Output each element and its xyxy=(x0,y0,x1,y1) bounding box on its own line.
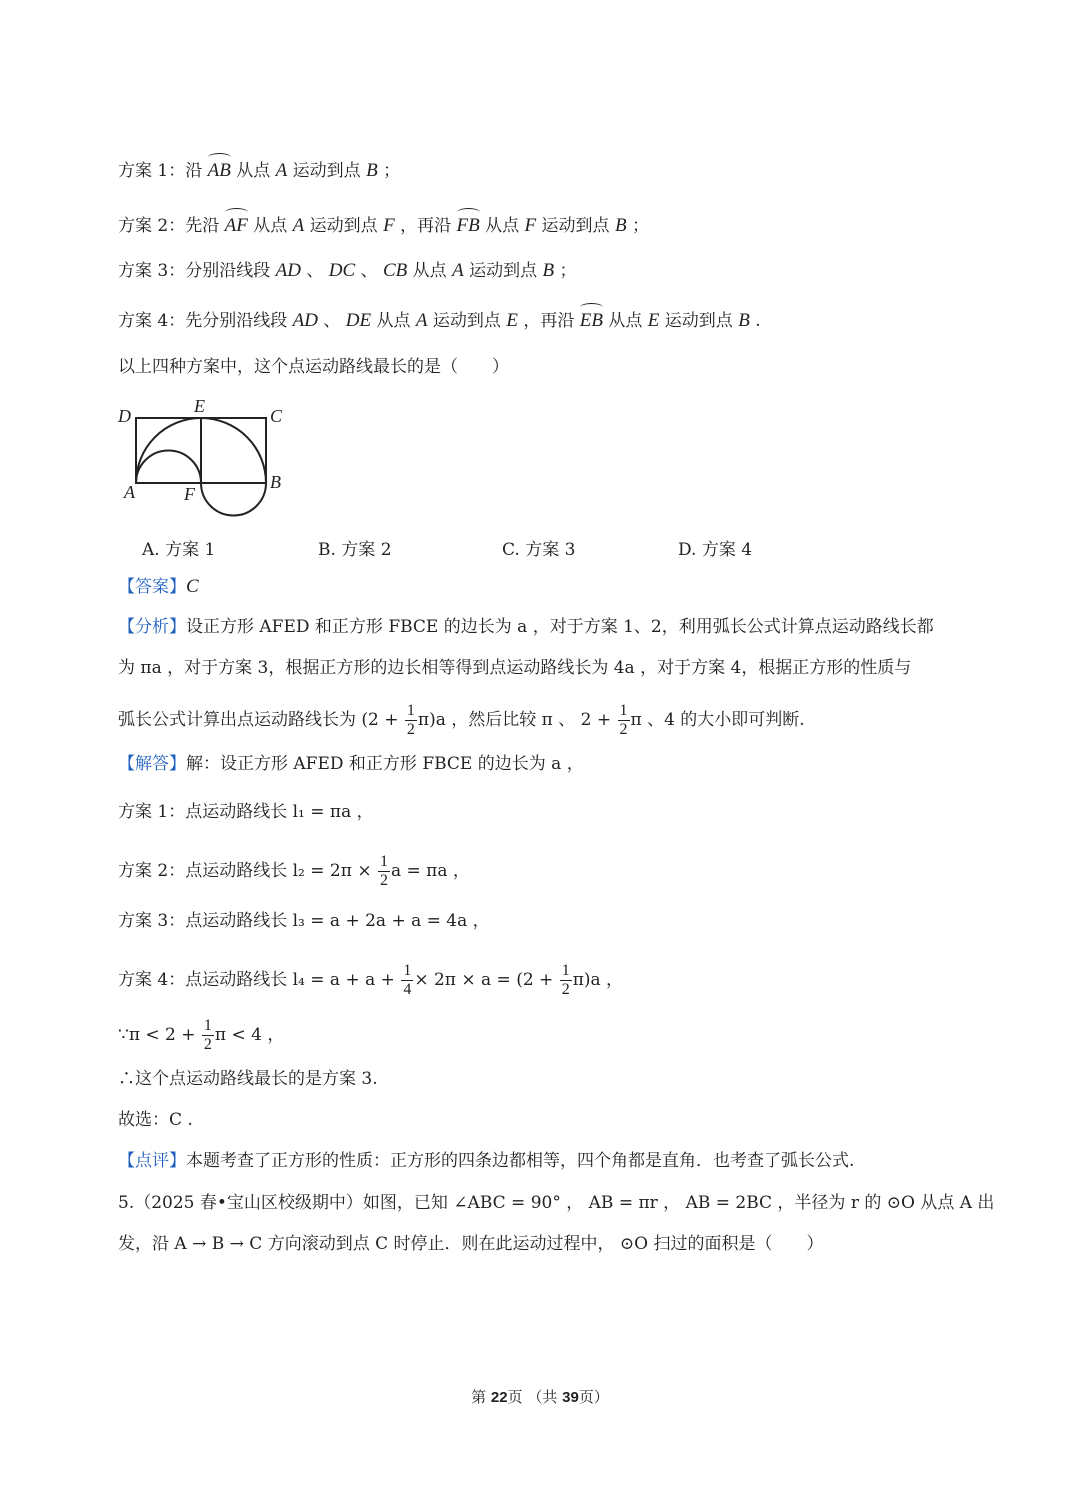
comment-tag: 【点评】 xyxy=(118,1151,186,1171)
text: 从点 xyxy=(371,311,416,331)
var: E xyxy=(506,310,518,331)
plan-1 xyxy=(118,159,400,183)
numerator: 1 xyxy=(203,1017,212,1034)
numerator: 1 xyxy=(406,702,415,719)
var: B xyxy=(614,215,627,236)
fraction xyxy=(202,1017,214,1054)
denominator: 2 xyxy=(561,981,570,998)
label-e: E xyxy=(194,396,205,416)
page-footer xyxy=(0,1386,1080,1407)
text: 方案 1：沿 xyxy=(118,161,208,181)
text: 设正方形 AFED 和正方形 FBCE 的边长为 a ，对于方案 1、2，利用弧长公式计算点运动路线长都 xyxy=(186,617,934,637)
text: 、 xyxy=(300,261,329,281)
arc-fb xyxy=(201,483,266,516)
analysis-line-1 xyxy=(118,615,934,639)
question-5-line-1: 5.（2025 春•宝山区校级期中）如图，已知 ∠ABC = 90° ， AB = πr ， AB = 2BC ，半径为 r 的 ⊙O 从点 A 出 xyxy=(118,1193,995,1213)
solution-tag: 【解答】 xyxy=(118,754,186,774)
choice-line: 故选：C . xyxy=(118,1110,193,1130)
text: 方案 3：分别沿线段 xyxy=(118,261,276,281)
comparison-line xyxy=(118,1017,284,1054)
label-b: B xyxy=(270,472,281,492)
var: F xyxy=(383,215,395,236)
comment xyxy=(118,1149,854,1173)
var: B xyxy=(542,260,555,281)
arc-label: EB xyxy=(579,310,603,331)
total-pages: 39 xyxy=(562,1389,579,1406)
var: A xyxy=(292,215,305,236)
text: π < 4 ， xyxy=(214,1025,285,1045)
solution-plan-2 xyxy=(118,853,470,890)
var: F xyxy=(524,215,537,236)
text: 运动到点 xyxy=(304,216,384,236)
option-d[interactable]: D. 方案 4 xyxy=(678,540,753,560)
text: 运动到点 xyxy=(427,311,507,331)
text: π)a ， xyxy=(572,970,624,990)
arc-af xyxy=(136,451,201,484)
text: 弧长公式计算出点运动路线长为 (2 + xyxy=(118,710,404,730)
text: 运动到点 xyxy=(536,216,615,236)
text: × 2π × a = (2 + xyxy=(414,970,559,990)
text: . xyxy=(749,311,761,331)
text: 从点 xyxy=(479,216,525,236)
denominator: 2 xyxy=(406,721,415,738)
var: AD xyxy=(275,260,301,281)
page-number: 22 xyxy=(490,1389,508,1406)
answer xyxy=(118,575,199,599)
solution-plan-3: 方案 3：点运动路线长 l₃ = a + 2a + a = 4a ， xyxy=(118,911,490,931)
label-f: F xyxy=(184,484,195,504)
fraction xyxy=(618,702,630,739)
analysis-line-2: 为 πa ，对于方案 3，根据正方形的边长相等得到点运动路线长为 4a ，对于方案 4，根据正方形的性质与 xyxy=(118,658,912,678)
question: 以上四种方案中，这个点运动路线最长的是（ ） xyxy=(118,357,509,377)
text: 、 xyxy=(355,261,383,281)
text: 方案 4：先分别沿线段 xyxy=(118,311,293,331)
arc-label: AF xyxy=(224,215,248,236)
var: B xyxy=(738,310,750,331)
var: CB xyxy=(382,260,408,281)
denominator: 4 xyxy=(403,981,412,998)
text: ； xyxy=(626,216,649,236)
label-a: A xyxy=(124,482,135,502)
arc-label: FB xyxy=(456,215,480,236)
conclusion-line: ∴这个点运动路线最长的是方案 3. xyxy=(118,1069,378,1089)
text: 页） xyxy=(578,1388,609,1406)
fraction xyxy=(378,853,390,890)
var: DE xyxy=(345,310,372,331)
text: 运动到点 xyxy=(463,261,543,281)
text: 、 xyxy=(317,311,346,331)
text: π 、4 的大小即可判断. xyxy=(630,710,805,730)
option-c[interactable]: C. 方案 3 xyxy=(502,540,576,560)
plan-2 xyxy=(118,214,649,238)
var: B xyxy=(366,160,378,181)
text: a = πa ， xyxy=(390,861,470,881)
arc-label: AB xyxy=(207,160,231,181)
text: 第 xyxy=(471,1388,491,1406)
answer-tag: 【答案】 xyxy=(118,577,186,597)
fraction xyxy=(405,702,417,739)
text: 解：设正方形 AFED 和正方形 FBCE 的边长为 a ， xyxy=(186,754,584,774)
numerator: 1 xyxy=(403,962,412,979)
solution-plan-1: 方案 1：点运动路线长 l₁ = πa ， xyxy=(118,802,374,822)
var: A xyxy=(415,310,428,331)
text: ∵π < 2 + xyxy=(118,1025,201,1045)
question-5-line-2: 发，沿 A → B → C 方向滚动到点 C 时停止．则在此运动过程中， ⊙O 扫过的面积是（ ） xyxy=(118,1234,824,1254)
geometry-figure xyxy=(112,392,312,522)
text: 本题考查了正方形的性质：正方形的四条边都相等，四个角都是直角．也考查了弧长公式. xyxy=(186,1151,855,1171)
fraction xyxy=(560,962,572,999)
option-b[interactable]: B. 方案 2 xyxy=(318,540,392,560)
var: AD xyxy=(292,310,318,331)
denominator: 2 xyxy=(619,721,628,738)
text: 从点 xyxy=(247,216,293,236)
text: ，再沿 xyxy=(394,216,457,236)
numerator: 1 xyxy=(561,962,570,979)
text: 从点 xyxy=(230,161,276,181)
var: A xyxy=(452,260,464,281)
denominator: 2 xyxy=(203,1036,212,1053)
denominator: 2 xyxy=(379,872,388,889)
text: 方案 4：点运动路线长 l₄ = a + a + xyxy=(118,970,401,990)
answer-value: C xyxy=(186,576,199,597)
text: ，再沿 xyxy=(517,311,580,331)
analysis-tag: 【分析】 xyxy=(118,617,186,637)
option-a[interactable]: A. 方案 1 xyxy=(142,540,216,560)
text: ； xyxy=(377,161,401,181)
plan-3 xyxy=(118,259,577,283)
var: A xyxy=(275,160,288,181)
label-d: D xyxy=(118,406,131,426)
text: 运动到点 xyxy=(659,311,739,331)
solution-plan-4 xyxy=(118,962,623,999)
var: E xyxy=(647,310,660,331)
solution-line-0 xyxy=(118,752,584,776)
text: ； xyxy=(554,261,577,281)
numerator: 1 xyxy=(379,853,388,870)
plan-4 xyxy=(118,309,761,333)
text: 运动到点 xyxy=(287,161,367,181)
text: 从点 xyxy=(602,311,648,331)
numerator: 1 xyxy=(619,702,628,719)
text: 页 （共 xyxy=(507,1388,563,1406)
text: 方案 2：点运动路线长 l₂ = 2π × xyxy=(118,861,377,881)
text: 方案 2：先沿 xyxy=(118,216,225,236)
label-c: C xyxy=(270,406,283,426)
analysis-line-3 xyxy=(118,702,805,739)
fraction xyxy=(401,962,413,999)
var: DC xyxy=(328,260,356,281)
text: π)a ，然后比较 π 、 2 + xyxy=(417,710,617,730)
text: 从点 xyxy=(407,261,453,281)
